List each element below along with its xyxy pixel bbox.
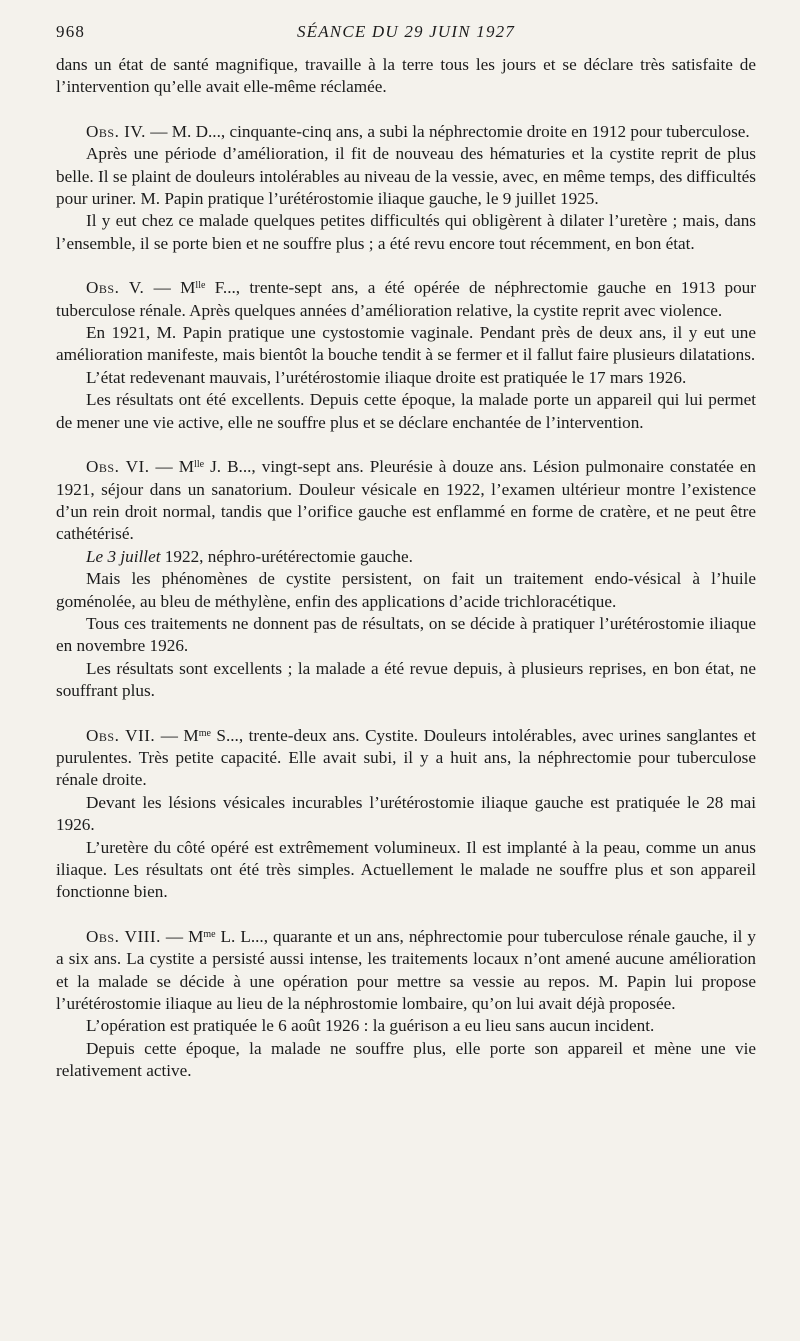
obs-8-dash: — M bbox=[160, 926, 204, 946]
obs-5-heading bbox=[56, 277, 756, 322]
body-text bbox=[56, 54, 756, 1083]
obs-4-label: Obs. IV. bbox=[86, 121, 146, 141]
obs-6-paragraph: Tous ces traitements ne donnent pas de résultats, on se décide à pratiquer l’urétérostomie iliaque en novembre 1926. bbox=[56, 613, 756, 656]
obs-6-date-rest: 1922, néphro-urétérectomie gauche. bbox=[160, 546, 413, 566]
obs-6-paragraph bbox=[56, 546, 756, 568]
obs-6-heading bbox=[56, 456, 756, 546]
obs-8-paragraph: Depuis cette époque, la malade ne souffre plus, elle porte son appareil et mène une vie relativement active. bbox=[56, 1038, 756, 1081]
obs-4-head-text: — M. D..., cinquante-cinq ans, a subi la néphrectomie droite en 1912 pour tuberculose. bbox=[145, 121, 750, 141]
running-title: SÉANCE DU 29 JUIN 1927 bbox=[296, 22, 516, 41]
obs-6-date-italic: Le 3 juillet bbox=[86, 546, 161, 566]
obs-6-label: Obs. VI. bbox=[86, 457, 150, 477]
intro-paragraph: dans un état de santé magnifique, travaille à la terre tous les jours et se déclare très satisfaite de l’intervention qu’elle avait elle-même réclamée. bbox=[56, 55, 756, 97]
obs-6-title-sup: lle bbox=[194, 459, 205, 471]
obs-5-paragraph: L’état redevenant mauvais, l’urétérostomie iliaque droite est pratiquée le 17 mars 1926. bbox=[86, 367, 687, 387]
obs-6-paragraph: Mais les phénomènes de cystite persistent, on fait un traitement endo-vésical à l’huile goménolée, au bleu de méthylène, enfin des applications d’acide trichloracétique. bbox=[56, 569, 756, 611]
obs-6-dash: — M bbox=[149, 457, 195, 477]
obs-7-paragraph: Devant les lésions vésicales incurables l’urétérostomie iliaque gauche est pratiquée le 28 mai 1926. bbox=[56, 792, 756, 835]
obs-8-label: Obs. VIII. bbox=[86, 926, 161, 946]
obs-7-paragraph: L’uretère du côté opéré est extrêmement volumineux. Il est implanté à la peau, comme un anus iliaque. Les résultats ont été très simples. Actuellement le malade ne souffre plus et son appareil fonctionne bien. bbox=[56, 837, 756, 902]
page-header bbox=[56, 18, 756, 44]
obs-8-paragraph: L’opération est pratiquée le 6 août 1926 : la guérison a eu lieu sans aucun incident. bbox=[86, 1016, 655, 1036]
obs-8-title-sup: me bbox=[203, 928, 216, 940]
obs-6-paragraph: Les résultats sont excellents ; la malade a été revue depuis, à plusieurs reprises, en bon état, ne souffrant plus. bbox=[56, 658, 756, 701]
obs-6-head-text: J. B..., vingt-sept ans. Pleurésie à douze ans. Lésion pulmonaire constatée en 1921, séjour dans un sanatorium. Douleur vésicale en 1922, l’examen ultérieur montre l’existence d’un rein droit normal, tandis que l’orifice gauche est enflammé en forme de cratère, et ne peut être cathétérisé. bbox=[56, 457, 756, 544]
obs-7-label: Obs. VII. bbox=[86, 725, 156, 745]
obs-7-dash: — M bbox=[155, 725, 199, 745]
obs-7-heading bbox=[56, 725, 756, 792]
obs-5-dash: — M bbox=[144, 278, 196, 298]
obs-8-heading bbox=[56, 926, 756, 1016]
page-number: 968 bbox=[56, 22, 86, 41]
obs-8-head-text: L. L..., quarante et un ans, néphrectomie pour tuberculose rénale gauche, il y a six ans. La cystite a persisté aussi intense, les traitements locaux n’ont amené aucune amélioration et la malade se décide à une opération pour mettre sa vessie au repos. M. Papin lui propose l’urétérostomie iliaque au lieu de la néphrostomie lombaire, qu’on lui avait déjà proposée. bbox=[56, 926, 756, 1014]
obs-4-paragraph: Après une période d’amélioration, il fit de nouveau des hématuries et la cystite reprit de plus belle. Il se plaint de douleurs intolérables au niveau de la vessie, avec, en même temps, des difficultés pour uriner. M. Papin pratique l’urétérostomie iliaque gauche, le 9 juillet 1925. bbox=[56, 144, 756, 209]
obs-5-head-text: F..., trente-sept ans, a été opérée de néphrectomie gauche en 1913 pour tuberculose rénale. Après quelques années d’amélioration relative, la cystite reprit avec violence. bbox=[56, 278, 756, 320]
obs-4-paragraph: Il y eut chez ce malade quelques petites difficultés qui obligèrent à dilater l’uretère ; mais, dans l’ensemble, il se porte bien et ne souffre plus ; a été revu encore tout récemment, en bon état. bbox=[56, 211, 756, 253]
obs-5-paragraph: En 1921, M. Papin pratique une cystostomie vaginale. Pendant près de deux ans, il y eut une amélioration manifeste, mais bientôt la bouche tendit à se fermer et il fallut faire plusieurs dilatations. bbox=[56, 323, 756, 365]
obs-5-label: Obs. V. bbox=[86, 278, 145, 298]
obs-5-title-sup: lle bbox=[195, 280, 206, 292]
obs-5-paragraph: Les résultats ont été excellents. Depuis cette époque, la malade porte un appareil qui lui permet de mener une vie active, elle ne souffre plus et se déclare enchantée de l’intervention. bbox=[56, 390, 756, 432]
obs-4-heading bbox=[56, 121, 756, 143]
obs-7-head-text: S..., trente-deux ans. Cystite. Douleurs intolérables, avec urines sanglantes et purulentes. Très petite capacité. Elle avait subi, il y a huit ans, la néphrectomie pour tuberculose rénale droite. bbox=[56, 725, 756, 790]
obs-7-title-sup: me bbox=[198, 727, 211, 739]
